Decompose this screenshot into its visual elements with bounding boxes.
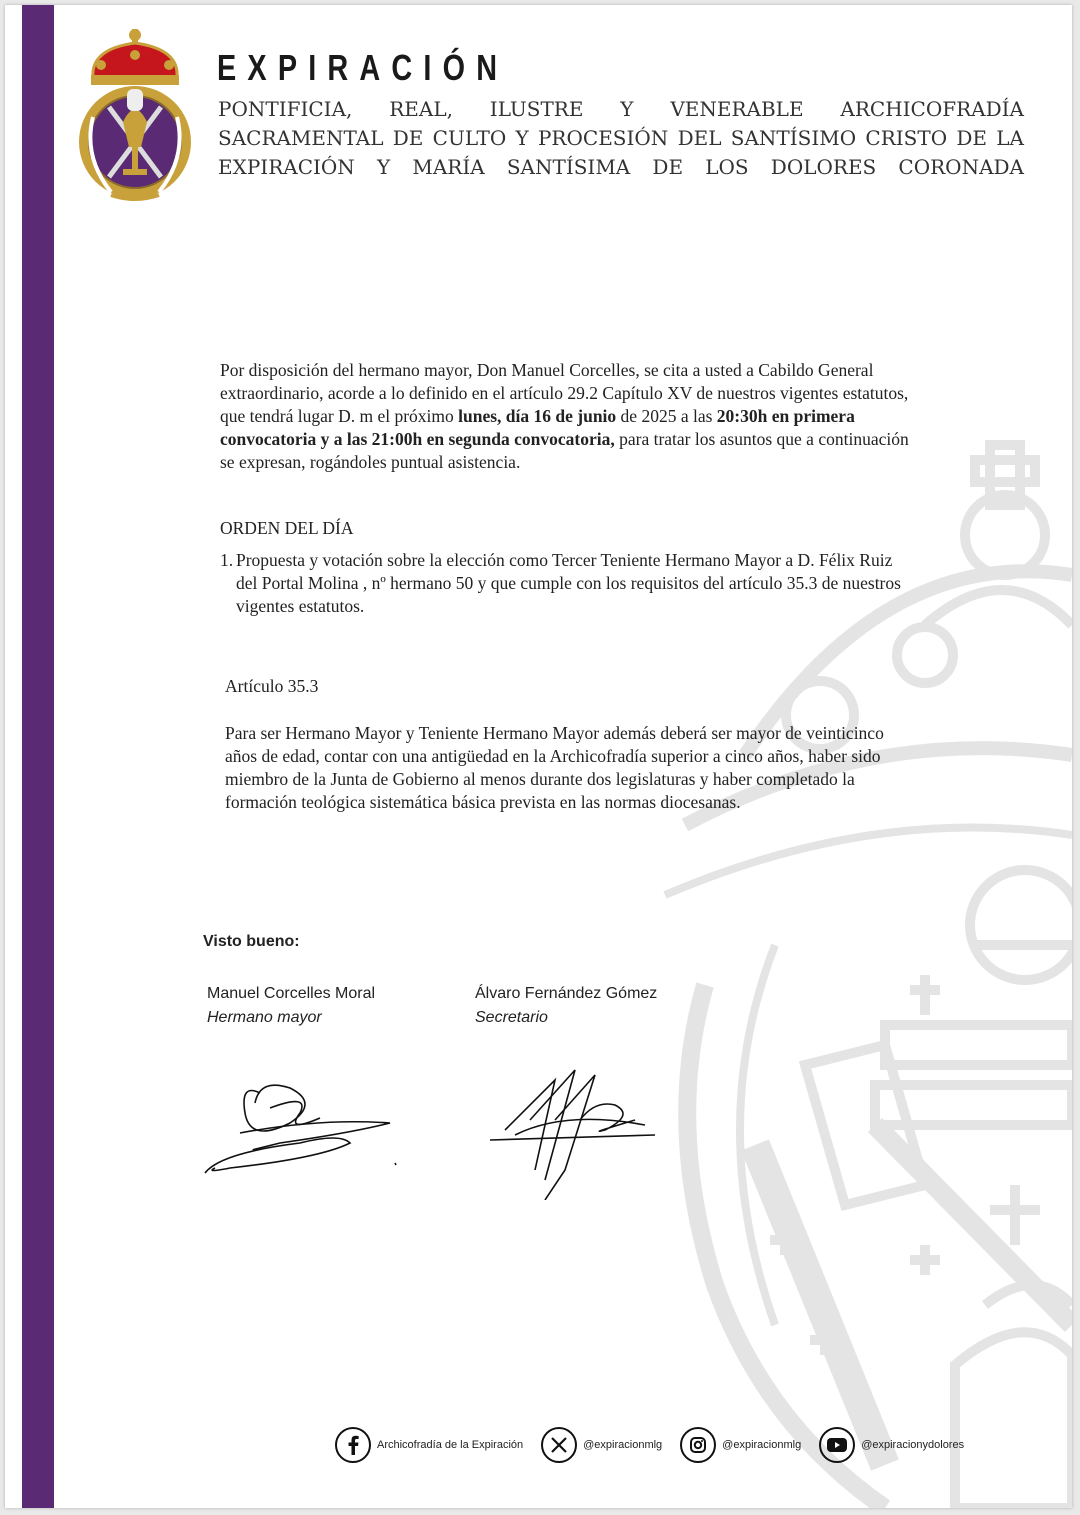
subtitle-line: EXPIRACIÓN Y MARÍA SANTÍSIMA DE LOS DOLORES CORONADA — [218, 155, 1024, 179]
social-x[interactable] — [541, 1427, 662, 1463]
meeting-date: lunes, día 16 de junio — [458, 406, 617, 426]
signatory-name-right: Álvaro Fernández Gómez — [475, 985, 658, 1002]
social-label: @expiracionydolores — [861, 1439, 965, 1451]
agenda-item — [220, 549, 916, 618]
intro-text: de 2025 a las — [616, 406, 717, 426]
social-facebook[interactable] — [335, 1427, 523, 1463]
subtitle-line: PONTIFICIA, REAL, ILUSTRE Y VENERABLE ARCHICOFRADÍA — [218, 97, 1024, 121]
social-label: @expiracionmlg — [583, 1439, 663, 1451]
intro-text: Por disposición del hermano mayor, Don Manuel Corcelles, se cita a usted a Cabildo General extraordinario, acorde a lo definido en el artículo 29.2 Capítulo XV de nuestros vigentes estatutos, que tendrá lugar D. m el próximo — [220, 360, 909, 426]
social-youtube[interactable] — [819, 1427, 964, 1463]
purple-side-stripe — [22, 5, 54, 1508]
social-label: @expiracionmlg — [722, 1439, 802, 1451]
agenda-item-number: 1. — [220, 550, 234, 570]
brotherhood-full-name — [218, 95, 1024, 182]
article-heading: Artículo 35.3 — [225, 676, 319, 696]
youtube-icon — [819, 1427, 855, 1463]
intro-text: para tratar los asuntos que a continuación se expresan, rogándoles puntual asistencia. — [220, 429, 909, 472]
signatory-name-left: Manuel Corcelles Moral — [207, 985, 376, 1002]
convocation-paragraph — [220, 359, 910, 474]
signatory-role-left: Hermano mayor — [207, 1009, 322, 1026]
social-instagram[interactable] — [680, 1427, 801, 1463]
subtitle-line: SACRAMENTAL DE CULTO Y PROCESIÓN DEL SANTÍSIMO CRISTO DE LA — [218, 126, 1024, 150]
social-label: Archicofradía de la Expiración — [377, 1439, 524, 1451]
signature-left-icon — [200, 1073, 410, 1183]
document-page — [5, 5, 1072, 1508]
agenda-item-text: Propuesta y votación sobre la elección como Tercer Teniente Hermano Mayor a D. Félix Ruiz del Portal Molina , nº hermano 50 y que cumple con los requisitos del artículo 35.3 de nuestros vigentes estatutos. — [236, 550, 901, 616]
coat-of-arms-icon — [71, 27, 199, 202]
facebook-icon — [335, 1427, 371, 1463]
instagram-icon — [680, 1427, 716, 1463]
article-body: Para ser Hermano Mayor y Teniente Hermano Mayor además deberá ser mayor de veinticinco años de edad, contar con una antigüedad en la Archicofradía superior a cinco años, haber sido miembro de la Junta de Gobierno al menos durante dos legislaturas y haber completado la formación teológica sistemática básica prevista en las normas diocesanas. — [225, 723, 884, 812]
approval-label: Visto bueno: — [203, 933, 300, 950]
agenda-heading: ORDEN DEL DÍA — [220, 518, 354, 538]
signature-right-icon — [485, 1060, 665, 1200]
social-footer — [335, 1427, 982, 1463]
brotherhood-title: EXPIRACIÓN — [217, 47, 509, 88]
x-icon — [541, 1427, 577, 1463]
meeting-times: 20:30h en primera convocatoria y a las 21:00h en segunda convocatoria, — [220, 406, 855, 449]
signatory-role-right: Secretario — [475, 1009, 548, 1026]
